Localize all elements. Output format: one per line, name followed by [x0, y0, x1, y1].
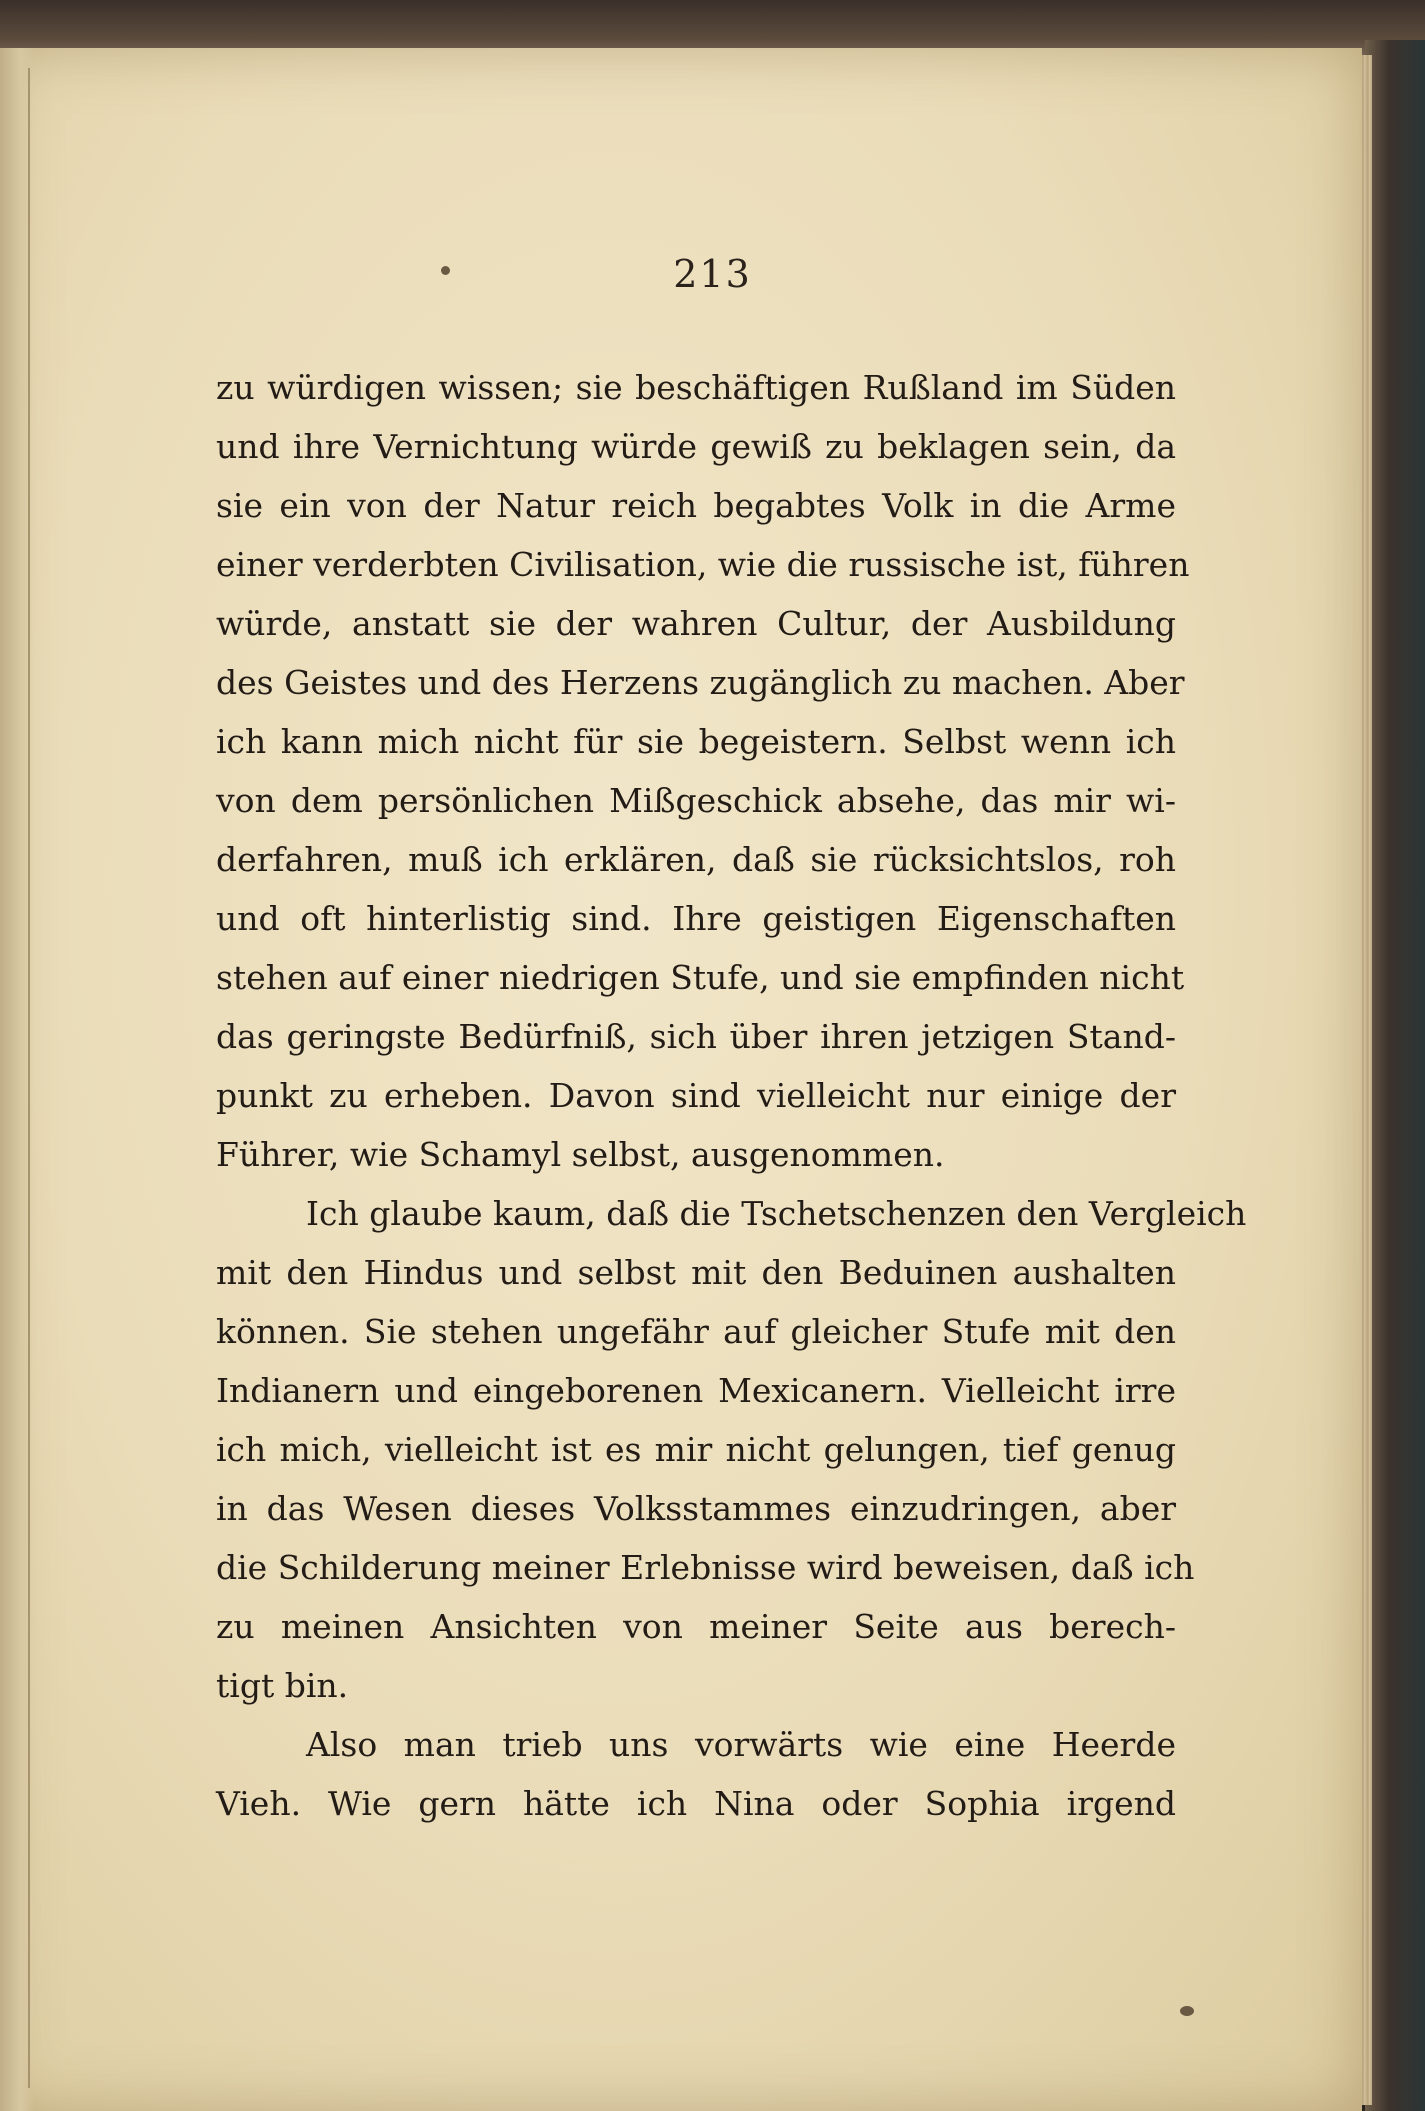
text-line: Ich glaube kaum, daß die Tschetschenzen den Vergleich: [306, 1194, 1247, 1233]
text-line: Indianern und eingeborenen Mexicanern. Vielleicht irre: [216, 1371, 1176, 1410]
text-line: derfahren, muß ich erklären, daß sie rücksichtslos, roh: [216, 840, 1176, 879]
body-text: [216, 358, 1247, 1833]
text-line: Vieh. Wie gern hätte ich Nina oder Sophia irgend: [216, 1784, 1176, 1823]
text-line: können. Sie stehen ungefähr auf gleicher Stufe mit den: [216, 1312, 1176, 1351]
text-line: sie ein von der Natur reich begabtes Volk in die Arme: [216, 486, 1176, 525]
gutter-line: [28, 68, 30, 2088]
text-line: zu würdigen wissen; sie beschäftigen Rußland im Süden: [216, 368, 1176, 407]
text-line: tigt bin.: [216, 1666, 349, 1705]
text-line: von dem persönlichen Mißgeschick absehe, das mir wi-: [216, 781, 1176, 820]
text-line: und oft hinterlistig sind. Ihre geistigen Eigenschaften: [216, 899, 1176, 938]
text-line: mit den Hindus und selbst mit den Beduinen aushalten: [216, 1253, 1176, 1292]
text-line: Also man trieb uns vorwärts wie eine Heerde: [306, 1725, 1176, 1764]
paragraph-2: [216, 1184, 1247, 1715]
text-line: würde, anstatt sie der wahren Cultur, der Ausbildung: [216, 604, 1176, 643]
page-number: 213: [673, 252, 752, 296]
ink-fleck: [1180, 2006, 1194, 2016]
text-line: punkt zu erheben. Davon sind vielleicht nur einige der: [216, 1076, 1176, 1115]
text-line: des Geistes und des Herzens zugänglich zu machen. Aber: [216, 663, 1185, 702]
text-line: ich mich, vielleicht ist es mir nicht gelungen, tief genug: [216, 1430, 1176, 1469]
text-line: ich kann mich nicht für sie begeistern. Selbst wenn ich: [216, 722, 1176, 761]
paragraph-1: [216, 358, 1190, 1184]
paragraph-3: [216, 1715, 1176, 1833]
text-line: in das Wesen dieses Volksstammes einzudringen, aber: [216, 1489, 1176, 1528]
book-cover-edge: [1365, 40, 1425, 2111]
text-line: und ihre Vernichtung würde gewiß zu beklagen sein, da: [216, 427, 1176, 466]
text-line: das geringste Bedürfniß, sich über ihren jetzigen Stand-: [216, 1017, 1176, 1056]
text-line: stehen auf einer niedrigen Stufe, und sie empfinden nicht: [216, 958, 1185, 997]
text-line: Führer, wie Schamyl selbst, ausgenommen.: [216, 1135, 945, 1174]
text-line: zu meinen Ansichten von meiner Seite aus berech-: [216, 1607, 1176, 1646]
text-line: einer verderbten Civilisation, wie die russische ist, führen: [216, 545, 1190, 584]
text-line: die Schilderung meiner Erlebnisse wird beweisen, daß ich: [216, 1548, 1195, 1587]
page-gutter: [0, 48, 34, 2111]
